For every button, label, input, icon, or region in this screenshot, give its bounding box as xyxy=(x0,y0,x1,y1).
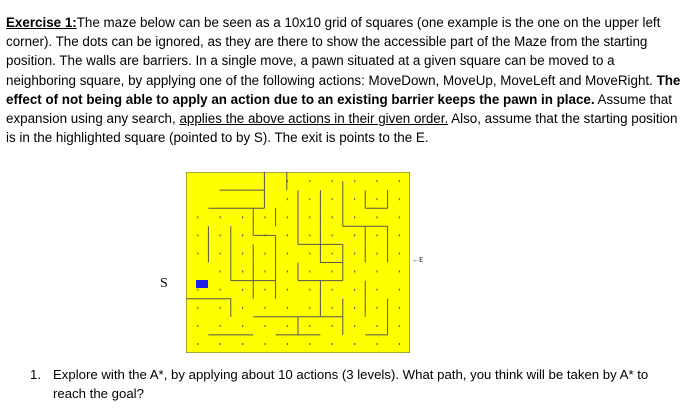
maze-dot xyxy=(332,198,333,200)
maze-dot xyxy=(309,271,310,273)
maze-dot xyxy=(242,216,243,218)
maze-dot xyxy=(197,253,198,255)
maze-dot xyxy=(264,216,265,218)
maze-dot xyxy=(399,325,400,327)
maze-dot xyxy=(376,234,377,236)
start-label: S xyxy=(160,276,168,291)
maze-dot xyxy=(264,271,265,273)
maze-dot xyxy=(264,307,265,309)
maze-dot xyxy=(332,216,333,218)
maze-dot xyxy=(287,271,288,273)
maze-dot xyxy=(309,198,310,200)
maze-dot xyxy=(287,307,288,309)
start-square xyxy=(196,280,208,288)
maze-dot xyxy=(399,234,400,236)
maze-dot xyxy=(354,253,355,255)
maze-dot xyxy=(242,325,243,327)
maze-dot xyxy=(399,216,400,218)
maze-dot xyxy=(354,343,355,345)
maze-dot xyxy=(197,307,198,309)
maze-dot xyxy=(354,271,355,273)
maze-dot xyxy=(399,271,400,273)
maze-dot xyxy=(242,289,243,291)
maze-dot xyxy=(242,307,243,309)
maze-dot xyxy=(197,343,198,345)
exit-label: ←E xyxy=(412,256,424,264)
maze-dot xyxy=(354,325,355,327)
maze-dot xyxy=(332,234,333,236)
maze-dot xyxy=(264,325,265,327)
maze-dot xyxy=(354,198,355,200)
maze-dot xyxy=(309,253,310,255)
maze-dot xyxy=(197,289,198,291)
maze-dot xyxy=(309,343,310,345)
maze-dot xyxy=(242,271,243,273)
maze-dot xyxy=(332,307,333,309)
maze-dot xyxy=(354,234,355,236)
maze-dot xyxy=(309,289,310,291)
maze-dot xyxy=(220,253,221,255)
maze-dot xyxy=(220,343,221,345)
maze-dot xyxy=(332,343,333,345)
maze-dot xyxy=(332,253,333,255)
maze-dot xyxy=(332,289,333,291)
maze-dot xyxy=(376,180,377,182)
maze-dot xyxy=(376,216,377,218)
maze-grid xyxy=(186,172,410,353)
maze-dot xyxy=(220,325,221,327)
maze-dot xyxy=(332,180,333,182)
maze-dot xyxy=(376,253,377,255)
maze-dot xyxy=(309,216,310,218)
maze-dot xyxy=(376,198,377,200)
maze-dot xyxy=(354,289,355,291)
exercise-text-2: Assume that expansion using any search, xyxy=(6,91,672,127)
exercise-description xyxy=(6,13,686,147)
maze-dot xyxy=(242,253,243,255)
maze-dot xyxy=(197,216,198,218)
maze-dot xyxy=(220,271,221,273)
maze-dot xyxy=(399,343,400,345)
maze-dot xyxy=(309,180,310,182)
maze-dot xyxy=(287,216,288,218)
maze-dot xyxy=(220,234,221,236)
maze-dot xyxy=(287,198,288,200)
maze-dot xyxy=(354,216,355,218)
maze-dot xyxy=(197,325,198,327)
maze-dot xyxy=(242,234,243,236)
maze-dot xyxy=(287,289,288,291)
maze-dot xyxy=(309,307,310,309)
maze-dot xyxy=(376,343,377,345)
exercise-text-1: The maze below can be seen as a 10x10 grid of squares (one example is the one on the upper left corner). The dots can be ignored, as they are there to show the accessible part of the Maze from the starting position. The walls are barriers. In a single move, a pawn situated at a given square can be moved to a neighboring square, by applying one of the following actions: MoveDown, MoveUp, MoveLeft and MoveRight. xyxy=(6,15,661,88)
maze-dot xyxy=(309,325,310,327)
maze-dot xyxy=(287,253,288,255)
maze-dot xyxy=(264,289,265,291)
maze-dot xyxy=(197,234,198,236)
maze-dot xyxy=(376,289,377,291)
maze-dot xyxy=(287,325,288,327)
maze-dot xyxy=(242,343,243,345)
exercise-label: Exercise 1: xyxy=(6,15,77,30)
maze-dot xyxy=(399,253,400,255)
maze-dot xyxy=(376,307,377,309)
maze-dot xyxy=(264,253,265,255)
maze-dot xyxy=(220,216,221,218)
maze-dot xyxy=(399,307,400,309)
maze-dot xyxy=(220,289,221,291)
question-number: 1. xyxy=(30,367,41,382)
maze-dot xyxy=(399,289,400,291)
maze-dot xyxy=(376,271,377,273)
maze-dot xyxy=(287,234,288,236)
maze-dot xyxy=(376,325,377,327)
exercise-barrier-note: The effect of not being able to apply an action due to an existing barrier keeps the pawn in place. xyxy=(6,72,681,107)
maze-dot xyxy=(220,307,221,309)
exercise-text-3: Also, assume that the starting position is in the highlighted square (pointed to by S). The exit is points to the E. xyxy=(6,111,678,146)
maze-dot xyxy=(332,271,333,273)
maze-dot xyxy=(399,198,400,200)
exercise-order-note: applies the above actions in their given order. xyxy=(179,111,449,127)
maze-dot xyxy=(354,307,355,309)
question-text: Explore with the A*, by applying about 10 actions (3 levels). What path, you think will be taken by A* to reach the goal? xyxy=(53,367,649,401)
maze-dot xyxy=(332,325,333,327)
maze-dot xyxy=(399,180,400,182)
maze-dot xyxy=(309,234,310,236)
maze-dot xyxy=(264,343,265,345)
maze-dot xyxy=(354,180,355,182)
maze-dot xyxy=(287,343,288,345)
